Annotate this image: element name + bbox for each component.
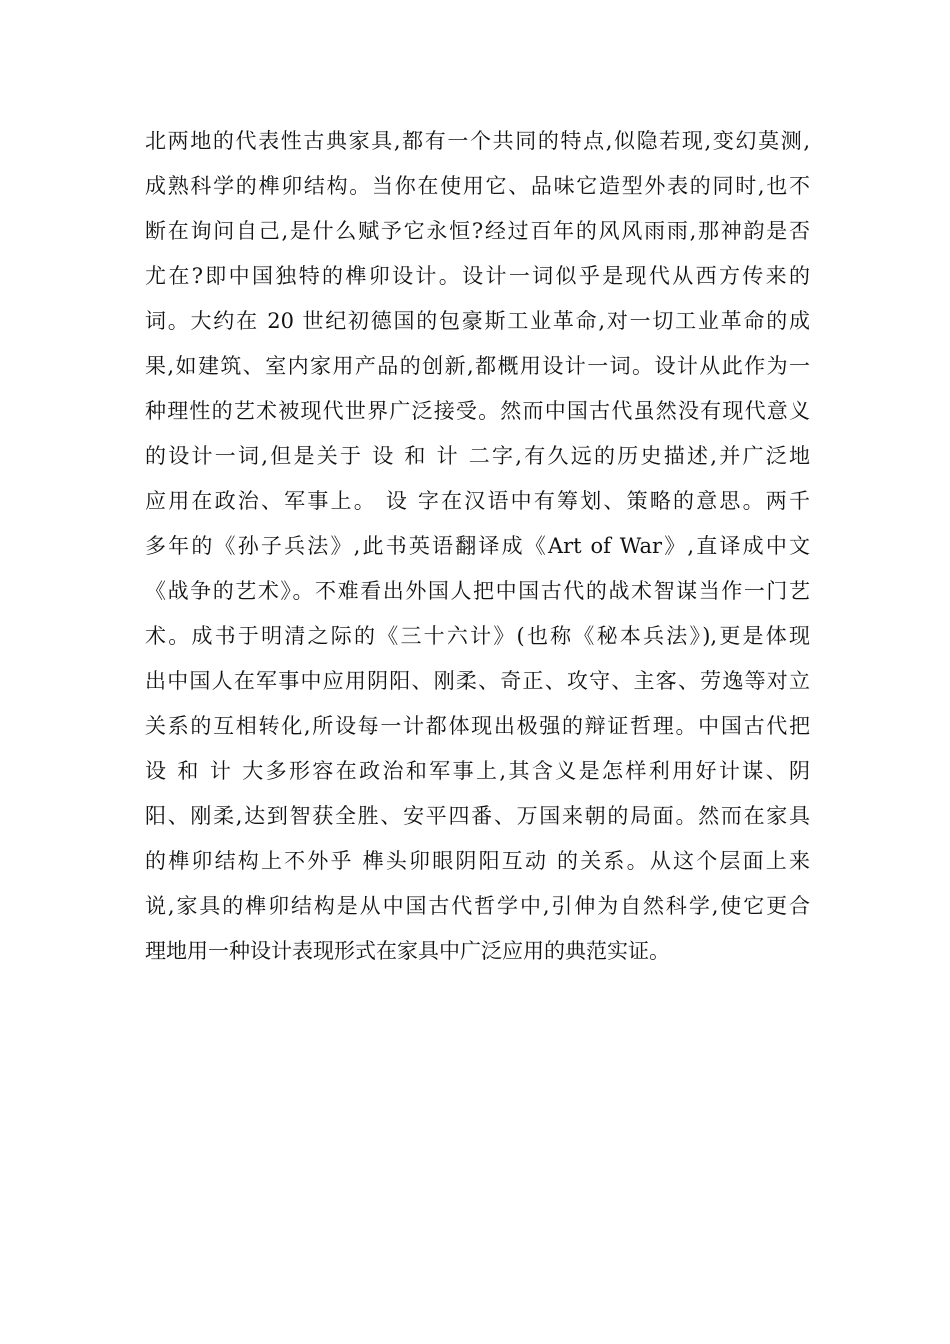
text-line: 阳、刚柔,达到智获全胜、安平四番、万国来朝的局面。然而在家具 [145, 804, 810, 828]
text-line: 尤在?即中国独特的榫卯设计。设计一词似乎是现代从西方传来的 [145, 264, 810, 288]
text-line: 设 和 计 大多形容在政治和军事上,其含义是怎样利用好计谋、阴 [145, 759, 810, 783]
text-line-last: 理地用一种设计表现形式在家具中广泛应用的典范实证。 [145, 939, 670, 963]
text-line: 术。成书于明清之际的《三十六计》(也称《秘本兵法》),更是体现 [145, 624, 810, 648]
text-line: 的榫卯结构上不外乎 榫头卯眼阴阳互动 的关系。从这个层面上来 [145, 849, 810, 873]
text-line: 成熟科学的榫卯结构。当你在使用它、品味它造型外表的同时,也不 [145, 174, 810, 198]
text-line: 种理性的艺术被现代世界广泛接受。然而中国古代虽然没有现代意义 [145, 399, 810, 423]
text-line: 断在询问自己,是什么赋予它永恒?经过百年的风风雨雨,那神韵是否 [145, 219, 810, 243]
body-paragraph [145, 119, 810, 974]
text-line: 关系的互相转化,所设每一计都体现出极强的辩证哲理。中国古代把 [145, 714, 810, 738]
text-line: 北两地的代表性古典家具,都有一个共同的特点,似隐若现,变幻莫测, [145, 129, 810, 153]
text-line: 果,如建筑、室内家用产品的创新,都概用设计一词。设计从此作为一 [145, 354, 810, 378]
text-line: 应用在政治、军事上。 设 字在汉语中有筹划、策略的意思。两千 [145, 489, 810, 513]
text-line: 词。大约在 20 世纪初德国的包豪斯工业革命,对一切工业革命的成 [145, 309, 810, 333]
text-line: 的设计一词,但是关于 设 和 计 二字,有久远的历史描述,并广泛地 [145, 444, 810, 468]
text-line: 多年的《孙子兵法》,此书英语翻译成《Art of War》,直译成中文 [145, 534, 810, 558]
text-line: 《战争的艺术》。不难看出外国人把中国古代的战术智谋当作一门艺 [145, 579, 810, 603]
text-line: 出中国人在军事中应用阴阳、刚柔、奇正、攻守、主客、劳逸等对立 [145, 669, 810, 693]
text-line: 说,家具的榫卯结构是从中国古代哲学中,引伸为自然科学,使它更合 [145, 894, 810, 918]
